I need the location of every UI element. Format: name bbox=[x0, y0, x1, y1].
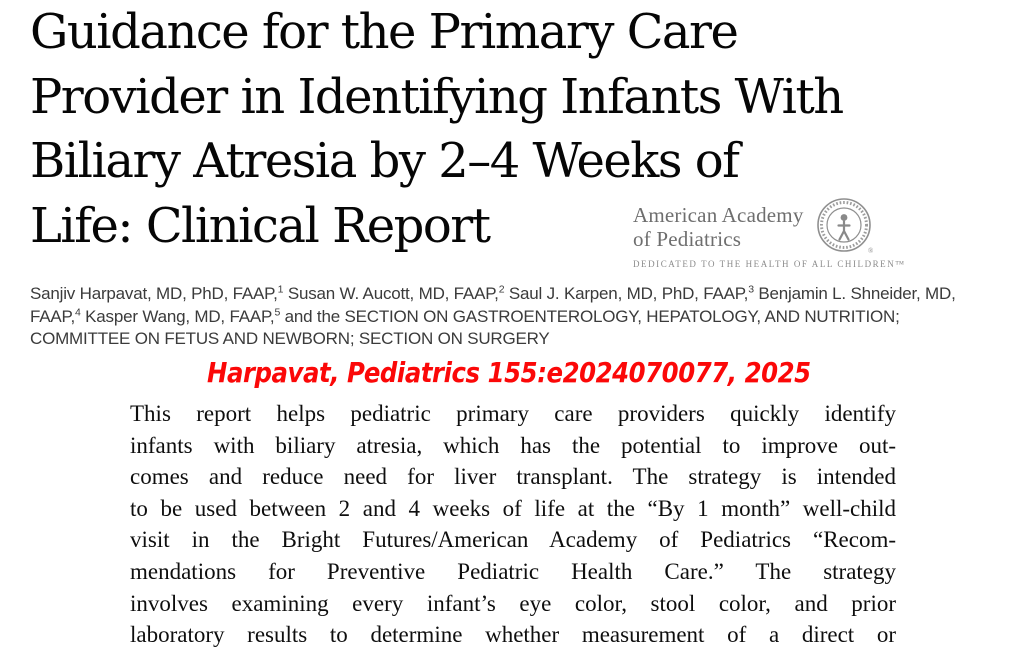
aap-logo-name bbox=[633, 203, 804, 251]
author-segment: Sanjiv Harpavat, MD, PhD, FAAP, bbox=[30, 284, 278, 303]
citation-annotation: Harpavat, Pediatrics 155:e2024070077, 2025 bbox=[207, 356, 811, 389]
abstract-line: to be used between 2 and 4 weeks of life at the “By 1 month” well-child bbox=[130, 495, 896, 521]
affiliation-superscript: 2 bbox=[498, 283, 505, 296]
abstract-line: comes and reduce need for liver transplant. The strategy is intended bbox=[130, 464, 896, 490]
author-byline bbox=[30, 283, 982, 351]
author-segment: Kasper Wang, MD, FAAP, bbox=[80, 306, 275, 326]
affiliation-superscript: 5 bbox=[274, 305, 281, 318]
abstract-line: infants with biliary atresia, which has the potential to improve out- bbox=[130, 432, 896, 458]
author-segment: Susan W. Aucott, MD, FAAP, bbox=[283, 284, 499, 303]
abstract-line: mendations for Preventive Pediatric Health Care.” The strategy bbox=[130, 558, 896, 584]
aap-seal-icon bbox=[816, 197, 874, 260]
abstract-line: involves examining every infant’s eye color, stool color, and prior bbox=[130, 590, 896, 616]
aap-logo-name-line2: of Pediatrics bbox=[633, 227, 742, 251]
article-title-line: Guidance for the Primary Care bbox=[30, 4, 738, 60]
aap-logo-tagline: DEDICATED TO THE HEALTH OF ALL CHILDREN™ bbox=[633, 259, 906, 269]
article-title-line: Life: Clinical Report bbox=[30, 197, 490, 254]
author-segment: and the SECTION ON GASTROENTEROLOGY, HEPATOLOGY, AND NUTRITION; COMMITTEE ON FETUS AND NEWBORN; SECTION ON SURGERY bbox=[30, 306, 900, 348]
abstract bbox=[130, 398, 896, 651]
abstract-line: laboratory results to determine whether measurement of a direct or bbox=[130, 622, 896, 648]
article-title-line: Provider in Identifying Infants With bbox=[30, 68, 843, 125]
affiliation-superscript: 1 bbox=[277, 283, 284, 296]
article-title-line: Biliary Atresia by 2–4 Weeks of bbox=[30, 133, 739, 189]
author-segment: Benjamin L. Shneider, MD, FAAP, bbox=[30, 284, 956, 326]
affiliation-superscript: 3 bbox=[748, 283, 754, 296]
author-segment: Saul J. Karpen, MD, PhD, FAAP, bbox=[504, 284, 749, 303]
aap-logo-name-line1: American Academy bbox=[633, 203, 804, 227]
registered-trademark-glyph: ® bbox=[868, 247, 874, 255]
abstract-line: visit in the Bright Futures/American Academy of Pediatrics “Recom- bbox=[130, 527, 896, 553]
abstract-line: This report helps pediatric primary care providers quickly identify bbox=[130, 401, 896, 426]
affiliation-superscript: 4 bbox=[75, 305, 81, 318]
